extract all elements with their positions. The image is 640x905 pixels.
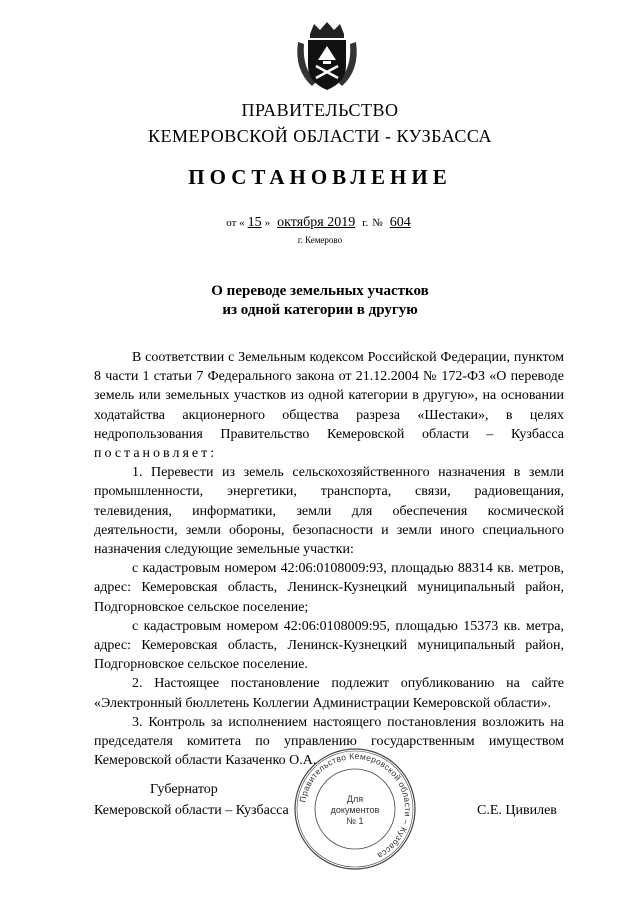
org-name-line2: КЕМЕРОВСКОЙ ОБЛАСТИ - КУЗБАССА xyxy=(148,126,492,146)
subject-line2: из одной категории в другую xyxy=(222,302,418,318)
item-3-paragraph: 3. Контроль за исполнением настоящего постановления возложить на председателя комитета по управлению государственным имуществом Кемеровской области Казаченко О.А. xyxy=(94,714,564,769)
city-name: г. Кемерово xyxy=(297,235,343,245)
intro-paragraph xyxy=(94,348,564,463)
subject-line1: О переводе земельных участков xyxy=(211,283,429,299)
signatory-title: Губернатор xyxy=(150,782,218,797)
coat-of-arms-icon xyxy=(292,20,362,94)
document-subject xyxy=(0,282,640,320)
document-type-title: ПОСТАНОВЛЕНИЕ xyxy=(188,165,452,189)
official-stamp xyxy=(292,746,418,872)
doc-number: 604 xyxy=(389,215,411,230)
doc-number-prefix: № xyxy=(372,217,383,229)
parcel-1-paragraph: с кадастровым номером 42:06:0108009:93, площадью 88314 кв. метров, адрес: Кемеровская область, Ленинск-Кузнецкий муниципальный район, Подгорновское сельское поселение; xyxy=(94,561,564,615)
parcel-2-paragraph: с кадастровым номером 42:06:0108009:95, площадью 15373 кв. метра, адрес: Кемеровская область, Ленинск-Кузнецкий муниципальный район, Подгорновское сельское поселение. xyxy=(94,618,564,673)
date-day-close: » xyxy=(264,217,271,229)
stamp-center-line2: документов xyxy=(330,805,380,815)
intro-text: В соответствии с Земельным кодексом Российской Федерации, пунктом 8 части 1 статьи 7 Федерального закона от 21.12.2004 № 172-ФЗ «О переводе земель или земельных участков из одной категории в другую», на основании ходатайства акционерного общества разреза «Шестаки», в целях недропользования Правительство Кемеровской области – Кузбасса xyxy=(94,350,564,442)
date-year-suffix: г. xyxy=(362,217,369,229)
date-day: 15 xyxy=(247,215,262,230)
stamp-center-line1: Для xyxy=(346,794,364,804)
date-prefix: от « xyxy=(226,217,245,229)
stamp-center-line3: № 1 xyxy=(346,816,364,826)
item-2-paragraph: 2. Настоящее постановление подлежит опубликованию на сайте «Электронный бюллетень Коллегии Администрации Кемеровской области». xyxy=(94,676,564,711)
org-name-line1: ПРАВИТЕЛЬСТВО xyxy=(241,100,399,120)
stamp-ring-text: Правительство Кемеровской области – Кузбасса xyxy=(297,750,414,862)
date-number-line xyxy=(0,215,640,231)
date-month-year: октября 2019 xyxy=(277,215,356,230)
document-body xyxy=(94,348,564,770)
intro-verb: постановляет: xyxy=(94,446,218,462)
signatory-organization: Кемеровской области – Кузбасса xyxy=(94,803,289,818)
signatory-name: С.Е. Цивилев xyxy=(477,803,557,818)
item-1-paragraph: 1. Перевести из земель сельскохозяйственного назначения в земли промышленности, энергетики, транспорта, связи, радиовещания, телевидения, информатики, земли для обеспечения космической деятельности, земли обороны, безопасности и земли иного специального назначения следующие земельные участки: xyxy=(94,465,564,558)
